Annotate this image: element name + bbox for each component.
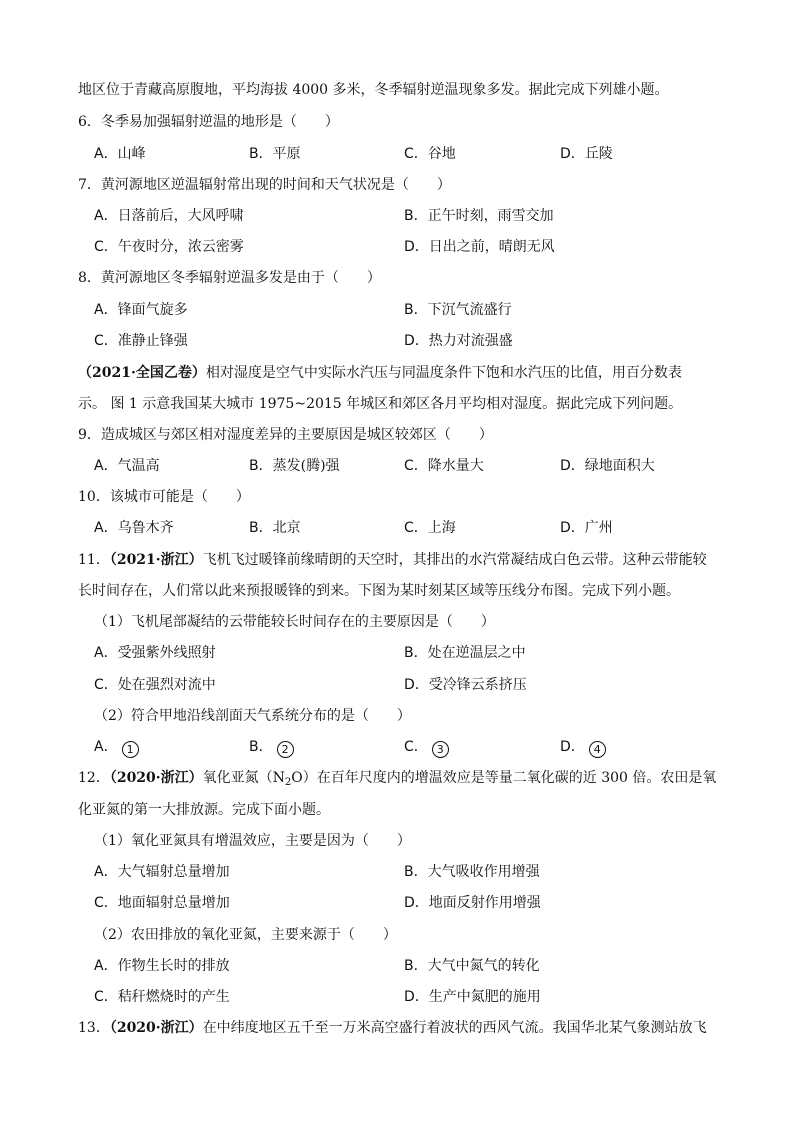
option-letter: A．	[94, 864, 118, 880]
source-tag: （2020·浙江）	[109, 770, 203, 786]
option-letter: C．	[404, 739, 428, 755]
q11-2-option-c	[404, 737, 449, 758]
q7-option-c	[94, 237, 244, 257]
option-text: 日出之前，晴朗无风	[428, 239, 555, 255]
question-13-line1	[78, 1018, 718, 1038]
option-text: 正午时刻，雨雪交加	[427, 208, 554, 224]
option-text: 受强紫外线照射	[117, 645, 216, 661]
option-text: 大气辐射总量增加	[117, 864, 230, 880]
option-letter: A．	[94, 146, 118, 162]
q8-option-d	[404, 331, 513, 351]
option-letter: D．	[560, 739, 585, 755]
passage-text: 相对湿度是空气中实际水汽压与同温度条件下饱和水汽压的比值，用百分数表	[205, 365, 682, 381]
q12-2-option-b	[404, 956, 540, 976]
question-number: 13．	[78, 1020, 110, 1036]
question-number: 11．	[78, 552, 110, 568]
intro-text: 地区位于青藏高原腹地，平均海拔 4000 多米，冬季辐射逆温现象多发。据此完成下列雄小题。	[78, 82, 669, 98]
option-text: 热力对流强盛	[428, 333, 513, 349]
option-letter: B．	[249, 520, 273, 536]
option-letter: D．	[560, 458, 585, 474]
option-text: 作物生长时的排放	[117, 958, 230, 974]
q8-option-c	[94, 331, 188, 351]
q9-option-b	[249, 456, 340, 476]
question-10-stem: 10．该城市可能是（ ）	[78, 489, 250, 505]
option-text: 下沉气流盛行	[427, 302, 512, 318]
option-letter: B．	[249, 146, 273, 162]
q9-option-c	[404, 456, 484, 476]
question-12-sub2-stem: （2）农田排放的氧化亚氮，主要来源于（ ）	[94, 927, 397, 943]
option-letter: A．	[94, 520, 118, 536]
option-letter: C．	[404, 520, 428, 536]
option-letter: B．	[404, 302, 428, 318]
q11-2-option-d	[560, 737, 606, 758]
option-letter: A．	[94, 739, 118, 755]
q10-option-a	[94, 518, 174, 538]
q10-option-c	[404, 518, 456, 538]
option-text: 大气中氮气的转化	[427, 958, 540, 974]
option-letter: B．	[404, 864, 428, 880]
option-letter: D．	[404, 989, 429, 1005]
option-text: 大气吸收作用增强	[427, 864, 540, 880]
passage-9-10-line2: 示。 图 1 示意我国某大城市 1975~2015 年城区和郊区各月平均相对湿度。据此完成下列问题。	[78, 396, 683, 412]
question-6-stem: 6．冬季易加强辐射逆温的地形是（ ）	[78, 114, 339, 130]
option-text: 地面辐射总量增加	[117, 895, 230, 911]
question-12-line2: 化亚氮的第一大排放源。完成下面小题。	[78, 802, 330, 818]
circled-number-4: 4	[589, 741, 606, 758]
q7-option-b	[404, 206, 554, 226]
option-letter: B．	[404, 645, 428, 661]
q7-option-a	[94, 206, 244, 226]
option-text: 秸秆燃烧时的产生	[117, 989, 230, 1005]
option-letter: D．	[404, 239, 429, 255]
option-letter: C．	[404, 458, 428, 474]
option-letter: C．	[94, 333, 118, 349]
option-letter: B．	[249, 458, 273, 474]
q10-option-b	[249, 518, 301, 538]
circled-number-2: 2	[277, 741, 294, 758]
option-text: 锋面气旋多	[117, 302, 188, 318]
option-letter: A．	[94, 958, 118, 974]
option-text: 生产中氮肥的施用	[428, 989, 541, 1005]
option-letter: C．	[94, 989, 118, 1005]
option-letter: B．	[404, 958, 428, 974]
question-7-stem: 7．黄河源地区逆温辐射常出现的时间和天气状况是（ ）	[78, 177, 451, 193]
option-letter: A．	[94, 302, 118, 318]
source-tag: （2020·浙江）	[109, 1020, 203, 1036]
option-text: 处在逆温层之中	[427, 645, 526, 661]
q6-option-a	[94, 144, 146, 164]
option-letter: D．	[404, 677, 429, 693]
option-letter: B．	[249, 739, 273, 755]
q6-option-b	[249, 144, 301, 164]
question-12-sub1-stem: （1）氧化亚氮具有增温效应，主要是因为（ ）	[94, 833, 411, 849]
option-letter: A．	[94, 458, 118, 474]
option-text: 乌鲁木齐	[117, 520, 174, 536]
option-text: 蒸发(腾)强	[272, 458, 340, 474]
q12-2-option-d	[404, 987, 541, 1007]
circled-number-1: 1	[122, 741, 139, 758]
q11-1-option-a	[94, 643, 216, 663]
option-text: 广州	[584, 520, 613, 536]
q9-option-a	[94, 456, 160, 476]
q8-option-a	[94, 300, 188, 320]
source-tag: （2021·浙江）	[109, 552, 203, 568]
q10-option-d	[560, 518, 613, 538]
subscript: 2	[284, 777, 292, 788]
passage-9-10-line1	[78, 363, 718, 383]
q12-1-option-d	[404, 893, 541, 913]
question-number: 12．	[78, 770, 110, 786]
q7-option-d	[404, 237, 555, 257]
option-text: 平原	[272, 146, 301, 162]
option-text: 山峰	[117, 146, 146, 162]
option-letter: C．	[94, 239, 118, 255]
q6-option-c	[404, 144, 456, 164]
option-text: 午夜时分，浓云密雾	[117, 239, 244, 255]
q12-2-option-a	[94, 956, 230, 976]
option-text: 准静止锋强	[117, 333, 188, 349]
option-letter: C．	[94, 677, 118, 693]
option-text: 谷地	[427, 146, 456, 162]
question-11-line1	[78, 550, 718, 570]
q9-option-d	[560, 456, 655, 476]
option-text: 受冷锋云系挤压	[428, 677, 527, 693]
option-text: 上海	[427, 520, 456, 536]
q12-1-option-c	[94, 893, 230, 913]
option-letter: D．	[560, 146, 585, 162]
question-11-line2: 长时间存在，人们常以此来预报暖锋的到来。下图为某时刻某区域等压线分布图。完成下列小题。	[78, 583, 680, 599]
question-11-sub1-stem: （1）飞机尾部凝结的云带能较长时间存在的主要原因是（ ）	[94, 614, 495, 630]
question-text: O）在百年尺度内的增温效应是等量二氧化碳的近 300 倍。农田是氧	[291, 770, 717, 786]
q8-option-b	[404, 300, 512, 320]
option-letter: A．	[94, 645, 118, 661]
question-text: 飞机飞过暖锋前缘晴朗的天空时，其排出的水汽常凝结成白色云带。这种云带能较	[202, 552, 707, 568]
question-text: 氧化亚氮（N	[202, 770, 285, 786]
option-letter: B．	[404, 208, 428, 224]
option-text: 日落前后，大风呼啸	[117, 208, 244, 224]
option-letter: A．	[94, 208, 118, 224]
q11-1-option-b	[404, 643, 526, 663]
q11-1-option-d	[404, 675, 527, 695]
option-letter: C．	[404, 146, 428, 162]
option-letter: C．	[94, 895, 118, 911]
option-text: 气温高	[117, 458, 160, 474]
q11-1-option-c	[94, 675, 216, 695]
q12-1-option-b	[404, 862, 540, 882]
q12-1-option-a	[94, 862, 230, 882]
q11-2-option-a	[94, 737, 139, 758]
q6-option-d	[560, 144, 613, 164]
option-text: 北京	[272, 520, 301, 536]
option-letter: D．	[404, 895, 429, 911]
option-text: 处在强烈对流中	[117, 677, 216, 693]
question-text: 在中纬度地区五千至一万米高空盛行着波状的西风气流。我国华北某气象测站放飞	[202, 1020, 707, 1036]
option-text: 丘陵	[584, 146, 613, 162]
option-letter: D．	[560, 520, 585, 536]
question-8-stem: 8．黄河源地区冬季辐射逆温多发是由于（ ）	[78, 270, 381, 286]
q12-2-option-c	[94, 987, 230, 1007]
option-text: 绿地面积大	[584, 458, 655, 474]
circled-number-3: 3	[432, 741, 449, 758]
q11-2-option-b	[249, 737, 294, 758]
option-text: 地面反射作用增强	[428, 895, 541, 911]
option-text: 降水量大	[427, 458, 484, 474]
source-tag: （2021·全国乙卷）	[78, 365, 206, 381]
question-12-line1	[78, 768, 718, 793]
question-9-stem: 9．造成城区与郊区相对湿度差异的主要原因是城区较郊区（ ）	[78, 427, 493, 443]
question-11-sub2-stem: （2）符合甲地沿线剖面天气系统分布的是（ ）	[94, 708, 411, 724]
option-letter: D．	[404, 333, 429, 349]
